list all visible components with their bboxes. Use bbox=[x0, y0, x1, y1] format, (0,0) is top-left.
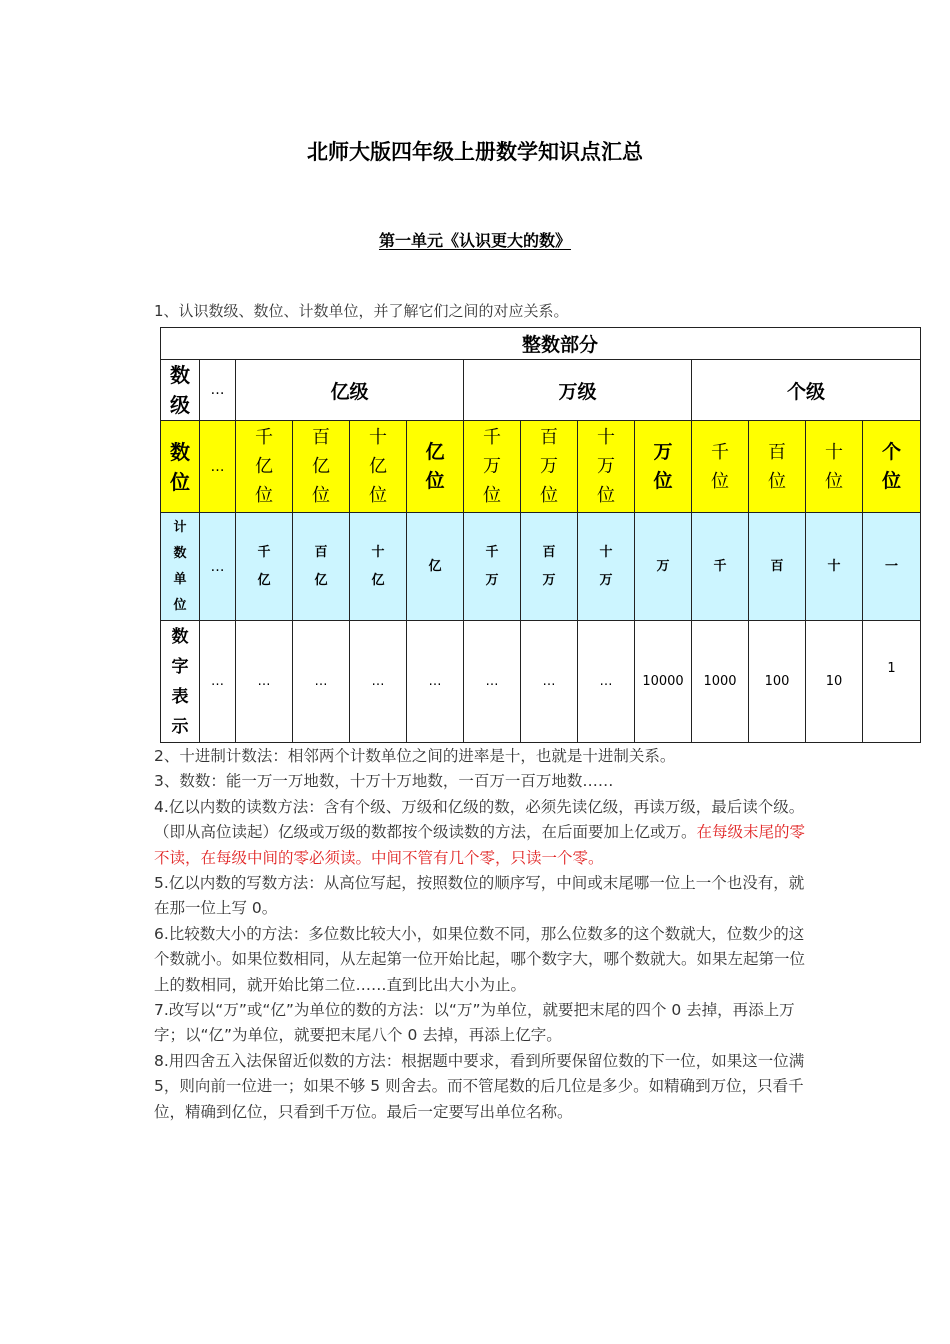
position-cell: 十万位 bbox=[578, 421, 635, 513]
level-wan: 万级 bbox=[464, 360, 692, 421]
unit-title-text: 第一单元《认识更大的数》 bbox=[378, 231, 571, 250]
digit-cell: … bbox=[521, 621, 578, 743]
unit-cell: 千亿 bbox=[236, 513, 293, 621]
row-label-level: 数级 bbox=[161, 360, 200, 421]
unit-cell: 十万 bbox=[578, 513, 635, 621]
paragraph-7: 7.改写以“万”或“亿”为单位的数的方法：以“万”为单位，就要把末尾的四个 0 去掉，再添上万字；以“亿”为单位，就要把末尾八个 0 去掉，再添上亿字。 bbox=[154, 1001, 795, 1045]
paragraph-8: 8.用四舍五入法保留近似数的方法：根据题中要求，看到所要保留位数的下一位，如果这一位满 5，则向前一位进一；如果不够 5 则舍去。而不管尾数的后几位是多少。如精确到万位，只看千位，精确到亿位，只看到千万位。最后一定要写出单位名称。 bbox=[154, 1051, 805, 1121]
level-ge: 个级 bbox=[692, 360, 921, 421]
position-cell: 十亿位 bbox=[350, 421, 407, 513]
position-cell: 万位 bbox=[635, 421, 692, 513]
paragraph-4-text: 4.亿以内数的读数方法：含有个级、万级和亿级的数，必须先读亿级，再读万级，最后读个级。（即从高位读起）亿级或万级的数都按个级读数的方法，在后面要加上亿或万。 bbox=[154, 797, 805, 842]
unit-ellipsis: … bbox=[200, 513, 236, 621]
level-yi: 亿级 bbox=[236, 360, 464, 421]
unit-cell: 百亿 bbox=[293, 513, 350, 621]
unit-cell: 亿 bbox=[407, 513, 464, 621]
digit-cell: … bbox=[350, 621, 407, 743]
row-label-counting-unit: 计数单位 bbox=[161, 513, 200, 621]
position-cell: 百万位 bbox=[521, 421, 578, 513]
paragraph-6: 6.比较数大小的方法：多位数比较大小，如果位数不同，那么位数多的这个数就大，位数少的这个数就小。如果位数相同，从左起第一位开始比起，哪个数字大，哪个数就大。如果左起第一位上的数相同，就开始比第二位……直到比出大小为止。 bbox=[154, 924, 806, 994]
digit-cell: … bbox=[464, 621, 521, 743]
position-cell: 千万位 bbox=[464, 421, 521, 513]
place-value-table bbox=[160, 327, 921, 743]
unit-cell: 十 bbox=[806, 513, 863, 621]
paragraph-4-highlight: 在每级末尾的零不读，在每级中间的零必须读。中间不管有几个零，只读一个零。 bbox=[154, 823, 806, 867]
row-label-digits: 数字表示 bbox=[161, 621, 200, 743]
unit-cell: 万 bbox=[635, 513, 692, 621]
page-title: 北师大版四年级上册数学知识点汇总 bbox=[307, 139, 643, 164]
position-cell: 十位 bbox=[806, 421, 863, 513]
point-1: 1、认识数级、数位、计数单位，并了解它们之间的对应关系。 bbox=[154, 302, 569, 320]
digit-cell: 10000 bbox=[635, 621, 692, 743]
level-ellipsis: … bbox=[200, 360, 236, 421]
paragraph-5: 5.亿以内数的写数方法：从高位写起，按照数位的顺序写，中间或末尾哪一位上一个也没有，就在那一位上写 0。 bbox=[154, 874, 805, 918]
position-cell: 千位 bbox=[692, 421, 749, 513]
integer-part-header: 整数部分 bbox=[200, 328, 921, 360]
corner-cell bbox=[161, 328, 200, 360]
body-text bbox=[154, 744, 814, 1125]
unit-cell: 千万 bbox=[464, 513, 521, 621]
digit-cell: … bbox=[236, 621, 293, 743]
digit-ellipsis: … bbox=[200, 621, 236, 743]
position-cell: 千亿位 bbox=[236, 421, 293, 513]
digit-cell: 1000 bbox=[692, 621, 749, 743]
paragraph-3: 3、数数：能一万一万地数，十万十万地数，一百万一百万地数…… bbox=[154, 772, 614, 791]
position-cell: 个位 bbox=[863, 421, 921, 513]
row-label-position: 数位 bbox=[161, 421, 200, 513]
position-cell: 百位 bbox=[749, 421, 806, 513]
paragraph-2: 2、十进制计数法：相邻两个计数单位之间的进率是十，也就是十进制关系。 bbox=[154, 747, 676, 765]
position-ellipsis: … bbox=[200, 421, 236, 513]
paragraph-4 bbox=[154, 795, 814, 871]
digit-cell: … bbox=[407, 621, 464, 743]
digit-cell: … bbox=[293, 621, 350, 743]
unit-cell: 千 bbox=[692, 513, 749, 621]
position-cell: 亿位 bbox=[407, 421, 464, 513]
digit-cell: 1 bbox=[863, 621, 921, 743]
unit-cell: 百万 bbox=[521, 513, 578, 621]
digit-cell: … bbox=[578, 621, 635, 743]
unit-cell: 百 bbox=[749, 513, 806, 621]
unit-cell: 十亿 bbox=[350, 513, 407, 621]
unit-cell: 一 bbox=[863, 513, 921, 621]
digit-cell: 10 bbox=[806, 621, 863, 743]
position-cell: 百亿位 bbox=[293, 421, 350, 513]
unit-title bbox=[0, 228, 950, 251]
digit-cell: 100 bbox=[749, 621, 806, 743]
